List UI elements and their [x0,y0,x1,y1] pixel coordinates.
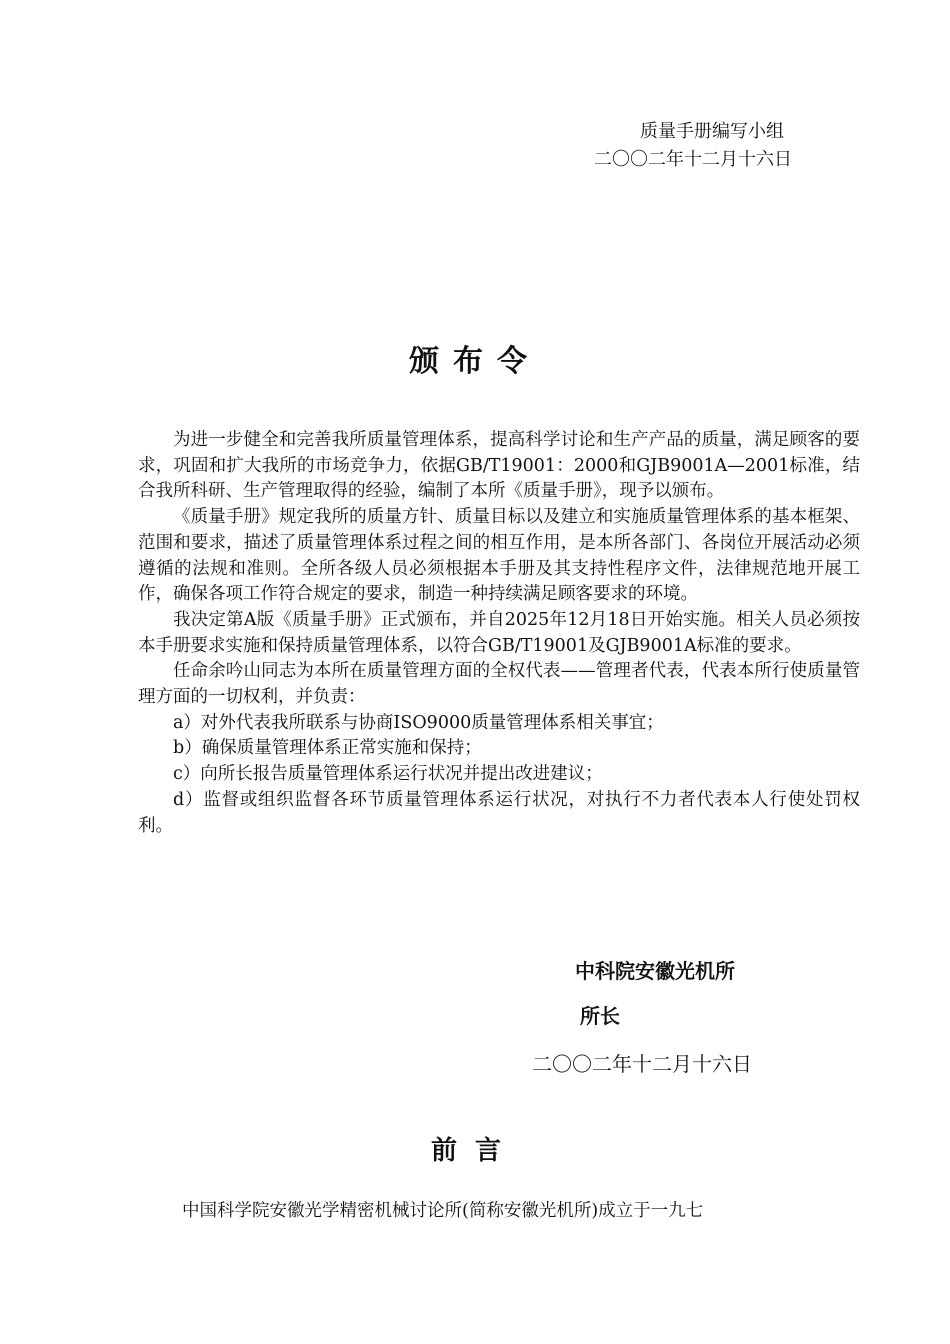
decree-body [138,428,860,839]
responsibility-item-d: d）监督或组织监督各环节质量管理体系运行状况，对执行不力者代表本人行使处罚权利。 [138,789,860,836]
signature-organization: 中科院安徽光机所 [575,959,735,983]
decree-paragraph-3: 我决定第A版《质量手册》正式颁布，并自2025年12月18日开始实施。相关人员必须按本手册要求实施和保持质量管理体系，以符合GB/T19001及GJB9001A标准的要求。 [138,609,860,656]
responsibility-item-a: a）对外代表我所联系与协商ISO9000质量管理体系相关事宜； [173,712,664,733]
signature-date: 二〇〇二年十二月十六日 [532,1052,752,1076]
preface-title: 前言 [430,1136,519,1166]
compiling-group-name: 质量手册编写小组 [640,121,784,142]
signature-title: 所长 [580,1004,620,1028]
decree-title: 颁布令 [409,344,541,379]
preface-first-line: 中国科学院安徽光学精密机械讨论所(简称安徽光机所)成立于一九七 [182,1201,704,1221]
compiling-group-date: 二〇〇二年十二月十六日 [594,149,792,170]
decree-paragraph-4: 任命余吟山同志为本所在质量管理方面的全权代表——管理者代表，代表本所行使质量管理方面的一切权利，并负责： [138,661,860,708]
decree-paragraph-1: 为进一步健全和完善我所质量管理体系，提高科学讨论和生产产品的质量，满足顾客的要求，巩固和扩大我所的市场竞争力，依据GB/T19001：2000和GJB9001A—2001标准，结合我所科研、生产管理取得的经验，编制了本所《质量手册》，现予以颁布。 [138,430,860,502]
responsibility-item-c: c）向所长报告质量管理体系运行状况并提出改进建议； [173,764,603,785]
decree-paragraph-2: 《质量手册》规定我所的质量方针、质量目标以及建立和实施质量管理体系的基本框架、范围和要求，描述了质量管理体系过程之间的相互作用，是本所各部门、各岗位开展活动必须遵循的法规和准则。全所各级人员必须根据本手册及其支持性程序文件，法律规范地开展工作，确保各项工作符合规定的要求，制造一种持续满足顾客要求的环境。 [138,507,860,605]
responsibility-item-b: b）确保质量管理体系正常实施和保持； [173,738,482,759]
